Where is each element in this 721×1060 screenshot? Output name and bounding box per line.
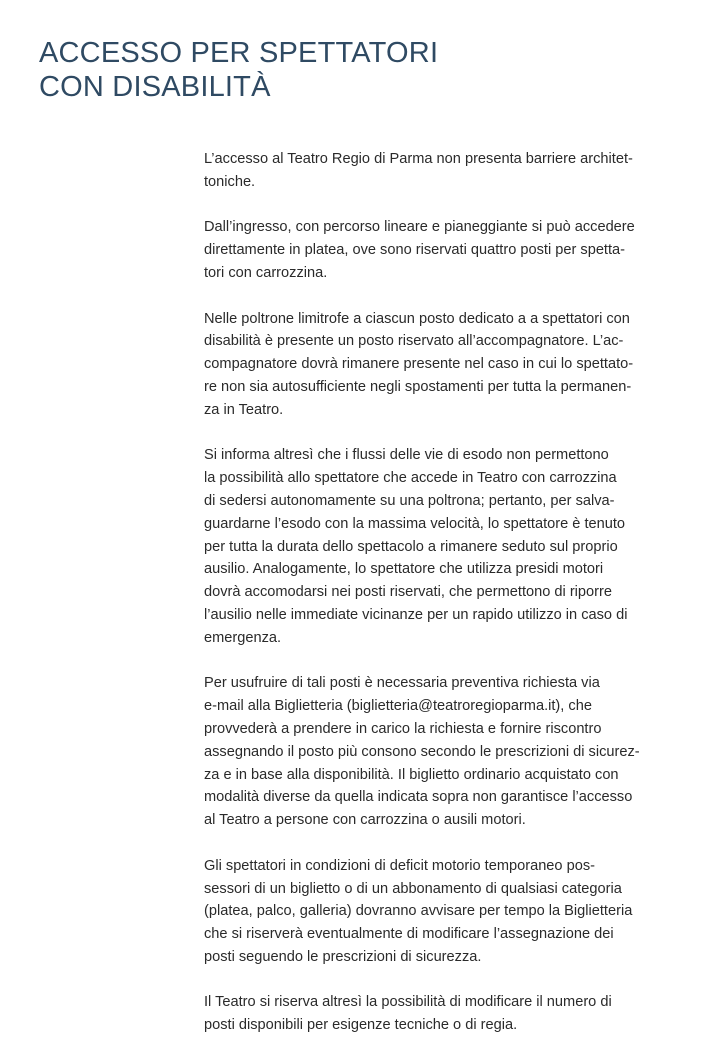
paragraph-line: la possibilità allo spettatore che accede in Teatro con carrozzina bbox=[204, 470, 617, 487]
paragraph-line: per tutta la durata dello spettacolo a rimanere seduto sul proprio bbox=[204, 538, 618, 555]
paragraph-line: che si riserverà eventualmente di modificare l’assegnazione dei bbox=[204, 926, 614, 943]
paragraph-line: posti disponibili per esigenze tecniche o di regia. bbox=[204, 1017, 518, 1034]
paragraph-line: toniche. bbox=[204, 173, 256, 190]
paragraph-line: Si informa altresì che i flussi delle vie di esodo non permettono bbox=[204, 447, 609, 464]
paragraph-line: emergenza. bbox=[204, 629, 282, 646]
paragraph-line: za in Teatro. bbox=[204, 401, 284, 418]
paragraph bbox=[204, 991, 684, 1037]
paragraph bbox=[204, 148, 684, 194]
body-text bbox=[204, 148, 684, 1060]
title-line: CON DISABILITÀ bbox=[39, 71, 271, 103]
paragraph-line: guardarne l’esodo con la massima velocità, lo spettatore è tenuto bbox=[204, 515, 626, 532]
paragraph-line: l’ausilio nelle immediate vicinanze per un rapido utilizzo in caso di bbox=[204, 606, 628, 623]
paragraph bbox=[204, 855, 684, 969]
paragraph-line: al Teatro a persone con carrozzina o ausili motori. bbox=[204, 812, 526, 829]
paragraph-line: assegnando il posto più consono secondo le prescrizioni di sicurez- bbox=[204, 743, 640, 760]
paragraph-line: Nelle poltrone limitrofe a ciascun posto dedicato a a spettatori con bbox=[204, 310, 630, 327]
paragraph-line: L’accesso al Teatro Regio di Parma non presenta barriere architet- bbox=[204, 151, 633, 167]
paragraph bbox=[204, 308, 684, 422]
paragraph-line: sessori di un biglietto o di un abbonamento di qualsiasi categoria bbox=[204, 880, 622, 897]
paragraph-line: re non sia autosufficiente negli spostamenti per tutta la permanen- bbox=[204, 378, 632, 395]
paragraph-line: disabilità è presente un posto riservato all’accompagnatore. L’ac- bbox=[204, 333, 624, 350]
title-line: ACCESSO PER SPETTATORI bbox=[39, 37, 439, 69]
paragraph bbox=[204, 216, 684, 284]
paragraph bbox=[204, 672, 684, 832]
paragraph-line: Dall’ingresso, con percorso lineare e pianeggiante si può accedere bbox=[204, 219, 635, 236]
paragraph bbox=[204, 444, 684, 649]
paragraph-line: Per usufruire di tali posti è necessaria preventiva richiesta via bbox=[204, 675, 600, 692]
paragraph-line: e-mail alla Biglietteria (biglietteria@teatroregioparma.it), che bbox=[204, 698, 592, 715]
paragraph-line: za e in base alla disponibilità. Il biglietto ordinario acquistato con bbox=[204, 766, 619, 783]
page-title bbox=[39, 36, 699, 104]
paragraph-line: (platea, palco, galleria) dovranno avvisare per tempo la Biglietteria bbox=[204, 903, 633, 920]
paragraph-line: direttamente in platea, ove sono riservati quattro posti per spetta- bbox=[204, 242, 626, 259]
paragraph-line: ausilio. Analogamente, lo spettatore che utilizza presidi motori bbox=[204, 561, 604, 578]
paragraph-line: dovrà accomodarsi nei posti riservati, che permettono di riporre bbox=[204, 584, 612, 601]
paragraph-line: posti seguendo le prescrizioni di sicurezza. bbox=[204, 948, 482, 965]
paragraph-line: Gli spettatori in condizioni di deficit motorio temporaneo pos- bbox=[204, 857, 595, 874]
paragraph-line: di sedersi autonomamente su una poltrona; pertanto, per salva- bbox=[204, 492, 615, 509]
paragraph-line: modalità diverse da quella indicata sopra non garantisce l’accesso bbox=[204, 789, 633, 806]
paragraph-line: Il Teatro si riserva altresì la possibilità di modificare il numero di bbox=[204, 994, 612, 1011]
paragraph-line: provvederà a prendere in carico la richiesta e fornire riscontro bbox=[204, 720, 602, 737]
paragraph-line: tori con carrozzina. bbox=[204, 264, 328, 281]
paragraph-line: compagnatore dovrà rimanere presente nel caso in cui lo spettato- bbox=[204, 356, 634, 373]
